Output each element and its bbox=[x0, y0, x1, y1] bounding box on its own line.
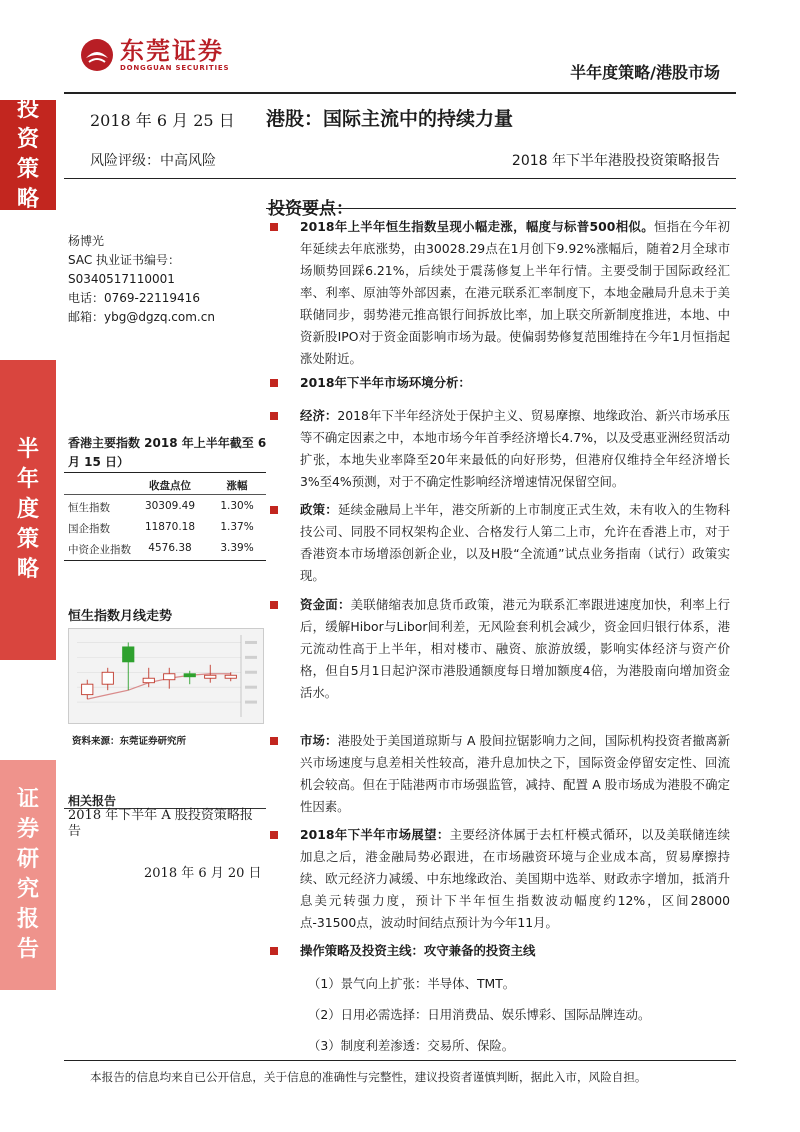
chart-axis-tick-label bbox=[245, 671, 257, 674]
chart-candle-body bbox=[184, 674, 195, 677]
keypoint-h1-review: 2018年上半年恒生指数呈现小幅走涨，幅度与标普500相似。恒指在今年初年延续去年底涨势，由30028.29点在1月创下9.92%涨幅后，随着2月全球市场顺势回踩6.21%，后续处于震荡修复上半年行情。主要受制于国际政经汇率、利率、原油等外部因素，在港元联系汇率制度下，本地金融局升息未于美联储同步，弱势港元推高银行间拆放比率，加上联交所新制度推进，本地、中资新股IPO对于资金面影响市场为最。使偏弱势修复范围维持在今年1月恒指起涨处附近。 bbox=[270, 216, 730, 370]
sidebar-label-investment-strategy: 投 资 策 略 bbox=[0, 100, 56, 210]
bullet-square-icon bbox=[270, 379, 278, 387]
keypoint-strategy: 操作策略及投资主线：攻守兼备的投资主线 bbox=[270, 940, 730, 962]
keypoint-liquidity: 资金面：美联储缩表加息货币政策，港元为联系汇率跟进速度加快，利率上行后，缓解Hibor与Libor间利差，无风险套利机会减少，资金回归银行体系，港元流动性高于上半年，相对楼市、融资、旅游放缓，影响实体经济与资产价格，但自5月1日起沪深市港股通额度每日增加额度4倍，为港股南向增加资金活水。 bbox=[270, 594, 730, 704]
hsi-monthly-chart bbox=[68, 628, 264, 724]
index-table-title: 香港主要指数 2018 年上半年截至 6 月 15 日） bbox=[68, 436, 267, 469]
index-table-header-rule bbox=[64, 494, 266, 495]
company-logo bbox=[80, 38, 229, 72]
chart-axis-tick-label bbox=[245, 641, 257, 644]
chart-axis-tick-label bbox=[245, 701, 257, 704]
keypoint-policy: 政策：延续金融局上半年，港交所新的上市制度正式生效，未有收入的生物科技公司、同股不同权架构企业、合格发行人第二上市，允许在香港上市，对于香港资本市场增添创新企业，以及H股“全流通”试点业务指南（试行）政策实现。 bbox=[270, 499, 730, 587]
bullet-square-icon bbox=[270, 506, 278, 514]
report-title: 港股：国际主流中的持续力量 bbox=[266, 108, 514, 130]
strategy-item-1: （1）景气向上扩张：半导体、TMT。 bbox=[308, 976, 516, 991]
related-report-date: 2018 年 6 月 20 日 bbox=[144, 866, 262, 881]
chart-candle-body bbox=[123, 647, 134, 662]
keypoints-divider bbox=[266, 208, 736, 209]
disclaimer: 本报告的信息均来自已公开信息，关于信息的准确性与完整性，建议投资者谨慎判断，据此入市，风险自担。 bbox=[90, 1070, 647, 1084]
keypoint-outlook: 2018年下半年市场展望：主要经济体属于去杠杆模式循环，以及美联储连续加息之后，港金融局势必跟进，在市场融资环境与企业成本高，贸易摩擦持续、欧元经济力减缓、中东地缘政治、美国期中选举、财政赤字增加，抵消升息美元转强力度，预计下半年恒生指数波动幅度约12%，区间28000点-31500点，波动时间结点预计为今年11月。 bbox=[270, 824, 730, 934]
report-date: 2018 年 6 月 25 日 bbox=[90, 111, 235, 130]
chart-candle-body bbox=[102, 672, 113, 684]
logo-cn-name: 东莞证券 bbox=[120, 36, 224, 65]
author-sac-label: SAC 执业证书编号： bbox=[68, 253, 181, 267]
related-report-link[interactable]: 2018 年下半年 A 股投资策略报告 bbox=[68, 808, 253, 839]
chart-candle-body bbox=[225, 675, 236, 678]
risk-rating: 风险评级：中高风险 bbox=[90, 153, 216, 169]
chart-candle-body bbox=[205, 675, 216, 678]
header-divider bbox=[64, 92, 736, 94]
table-row: 恒生指数 30309.49 1.30% bbox=[68, 500, 254, 514]
related-reports-title: 相关报告 bbox=[68, 794, 117, 808]
hsi-chart-svg bbox=[69, 629, 263, 723]
bullet-square-icon bbox=[270, 737, 278, 745]
chart-source: 资料来源：东莞证券研究所 bbox=[72, 736, 187, 747]
bullet-square-icon bbox=[270, 412, 278, 420]
logo-emblem-icon bbox=[80, 38, 114, 72]
bullet-square-icon bbox=[270, 947, 278, 955]
chart-candle-body bbox=[143, 678, 154, 682]
chart-axis-tick-label bbox=[245, 686, 257, 689]
chart-candle-body bbox=[164, 674, 175, 680]
index-table-top-rule bbox=[64, 472, 266, 473]
author-phone: 电话：0769-22119416 bbox=[68, 291, 200, 305]
table-row: 国企指数 11870.18 1.37% bbox=[68, 521, 254, 535]
keypoint-economy: 经济：2018年下半年经济处于保护主义、贸易摩擦、地缘政治、新兴市场承压等不确定因素之中，本地市场今年首季经济增长4.7%，以及受惠亚洲经贸活动扩张，本地失业率降至20年来最低的向好形势，但港府仅维持全年经济增长3%至4%预测，对于不确定性影响经济增速情况保留空间。 bbox=[270, 405, 730, 493]
chart-axis-tick-label bbox=[245, 656, 257, 659]
keypoints-title: 投资要点： bbox=[268, 199, 353, 219]
sidebar-label-research-report: 证 券 研 究 报 告 bbox=[0, 760, 56, 990]
footer-divider bbox=[64, 1060, 736, 1061]
chart-title: 恒生指数月线走势 bbox=[68, 609, 173, 624]
strategy-item-3: （3）制度利差渗透：交易所、保险。 bbox=[308, 1038, 515, 1053]
bullet-square-icon bbox=[270, 831, 278, 839]
author-sac-number: S0340517110001 bbox=[68, 272, 175, 286]
meta-divider bbox=[64, 178, 736, 179]
author-email[interactable]: 邮箱：ybg@dgzq.com.cn bbox=[68, 310, 215, 324]
sidebar-label-half-year-strategy: 半 年 度 策 略 bbox=[0, 360, 56, 660]
chart-candle-body bbox=[82, 684, 93, 694]
keypoint-market: 市场：港股处于美国道琼斯与 A 股间拉锯影响力之间，国际机构投资者撤离新兴市场速度与息差相关性较高，港升息加快之下，国际资金停留安定性、回流机会较高。但在于陆港两市市场强监管，减持、配置 A 股市场成为港股不确定性因素。 bbox=[270, 730, 730, 818]
index-table-header: 收盘点位 涨幅 bbox=[149, 480, 248, 492]
author-info bbox=[68, 232, 215, 327]
bullet-square-icon bbox=[270, 223, 278, 231]
logo-en-name: DONGGUAN SECURITIES bbox=[120, 64, 230, 72]
keypoint-environment-heading: 2018年下半年市场环境分析： bbox=[270, 372, 730, 394]
table-row: 中资企业指数 4576.38 3.39% bbox=[68, 542, 254, 556]
report-subtitle: 2018 年下半年港股投资策略报告 bbox=[511, 153, 720, 169]
index-table-bottom-rule bbox=[64, 560, 266, 561]
strategy-item-2: （2）日用必需选择：日用消费品、娱乐博彩、国际品牌连动。 bbox=[308, 1007, 651, 1022]
sidebar bbox=[0, 0, 56, 1132]
report-category: 半年度策略/港股市场 bbox=[570, 63, 720, 82]
bullet-square-icon bbox=[270, 601, 278, 609]
author-name: 杨博光 bbox=[68, 234, 105, 248]
